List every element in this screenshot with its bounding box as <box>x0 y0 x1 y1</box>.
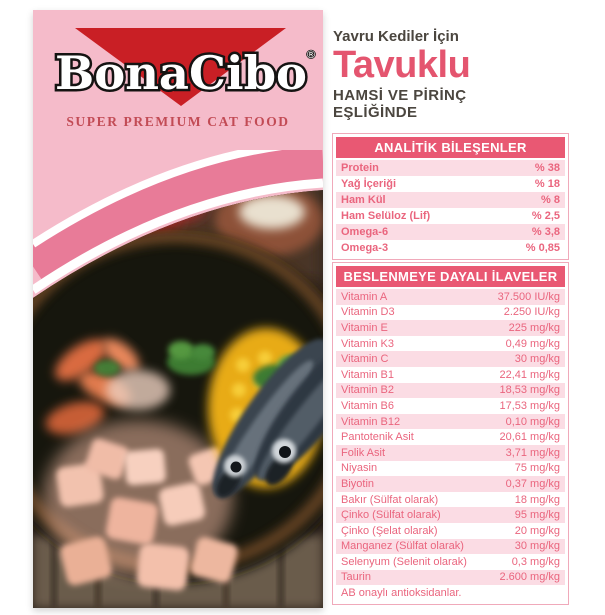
antioxidants-footnote: AB onaylı antioksidanlar. <box>336 585 565 601</box>
nutrient-value: 37.500 IU/kg <box>497 290 560 303</box>
nutrient-value: % 0,85 <box>525 242 560 254</box>
nutrient-value: 0,37 mg/kg <box>505 477 560 490</box>
food-photo <box>33 150 323 608</box>
nutrient-label: Omega-3 <box>341 242 389 254</box>
table-row <box>336 539 565 555</box>
nutrient-label: Protein <box>341 162 379 174</box>
table-row <box>336 523 565 539</box>
nutrient-label: Çinko (Sülfat olarak) <box>341 509 441 522</box>
nutrient-value: 3,71 mg/kg <box>505 446 560 459</box>
nutrient-label: Vitamin K3 <box>341 337 394 350</box>
nutrient-value: 20,61 mg/kg <box>499 431 560 444</box>
nutrient-label: Manganez (Sülfat olarak) <box>341 540 464 553</box>
additives-table-header: BESLENMEYE DAYALI İLAVELER <box>336 266 565 287</box>
package-front-panel <box>33 10 323 608</box>
registered-mark: ® <box>305 48 317 61</box>
table-row <box>336 554 565 570</box>
product-subtitle: Yavru Kediler İçin <box>333 28 459 45</box>
table-row <box>336 320 565 336</box>
table-row <box>336 445 565 461</box>
analytical-table-header: ANALİTİK BİLEŞENLER <box>336 137 565 158</box>
nutrient-label: Ham Kül <box>341 194 386 206</box>
nutrient-value: % 18 <box>534 178 560 190</box>
nutrient-value: 2.250 IU/kg <box>503 306 560 319</box>
nutrient-label: Vitamin B12 <box>341 415 401 428</box>
product-title-block <box>333 28 573 121</box>
table-row <box>336 367 565 383</box>
nutrient-label: Vitamin B6 <box>341 399 394 412</box>
nutrient-label: Yağ İçeriği <box>341 178 397 190</box>
product-descriptor-line2: EŞLİĞİNDE <box>333 104 418 121</box>
table-row <box>336 336 565 352</box>
nutrient-value: 2.600 mg/kg <box>499 571 560 584</box>
nutrient-value: % 2,5 <box>531 210 560 222</box>
nutrient-label: Pantotenik Asit <box>341 431 414 444</box>
table-row <box>336 176 565 192</box>
nutrient-label: Vitamin C <box>341 353 389 366</box>
analytical-rows <box>336 160 565 256</box>
nutrient-label: Çinko (Şelat olarak) <box>341 524 438 537</box>
nutrient-value: % 8 <box>541 194 560 206</box>
table-row <box>336 383 565 399</box>
nutrient-label: Folik Asit <box>341 446 386 459</box>
nutritional-additives-table <box>332 262 569 605</box>
nutrient-label: Selenyum (Selenit olarak) <box>341 555 467 568</box>
table-row <box>336 476 565 492</box>
nutrient-value: % 3,8 <box>531 226 560 238</box>
table-row <box>336 240 565 256</box>
table-row <box>336 224 565 240</box>
table-row <box>336 570 565 586</box>
table-row <box>336 208 565 224</box>
nutrient-value: % 38 <box>534 162 560 174</box>
nutrient-label: Taurin <box>341 571 371 584</box>
table-row <box>336 414 565 430</box>
brand-tagline: SUPER PREMIUM CAT FOOD <box>66 114 290 129</box>
nutrient-label: Biyotin <box>341 477 375 490</box>
table-row <box>336 461 565 477</box>
table-row <box>336 492 565 508</box>
nutrient-value: 30 mg/kg <box>514 353 560 366</box>
nutrient-value: 20 mg/kg <box>514 524 560 537</box>
nutrient-label: Niyasin <box>341 462 378 475</box>
nutrient-value: 18 mg/kg <box>514 493 560 506</box>
table-row <box>336 429 565 445</box>
additives-rows <box>336 289 565 585</box>
nutrient-label: Vitamin B2 <box>341 384 394 397</box>
table-row <box>336 160 565 176</box>
table-row <box>336 351 565 367</box>
nutrient-value: 0,3 mg/kg <box>511 555 560 568</box>
nutrient-label: Vitamin A <box>341 290 388 303</box>
nutrient-value: 0,10 mg/kg <box>505 415 560 428</box>
nutrient-value: 95 mg/kg <box>514 509 560 522</box>
nutrient-value: 18,53 mg/kg <box>499 384 560 397</box>
nutrient-value: 225 mg/kg <box>508 321 560 334</box>
nutrient-label: Vitamin B1 <box>341 368 394 381</box>
nutrient-value: 0,49 mg/kg <box>505 337 560 350</box>
nutrient-value: 22,41 mg/kg <box>499 368 560 381</box>
product-name: Tavuklu <box>333 44 471 86</box>
nutrient-value: 17,53 mg/kg <box>499 399 560 412</box>
nutrient-label: Omega-6 <box>341 226 389 238</box>
nutrient-label: Vitamin E <box>341 321 388 334</box>
nutrient-label: Vitamin D3 <box>341 306 395 319</box>
table-row <box>336 398 565 414</box>
nutrient-value: 75 mg/kg <box>514 462 560 475</box>
nutrient-label: Ham Selüloz (Lif) <box>341 210 431 222</box>
nutrient-value: 30 mg/kg <box>514 540 560 553</box>
table-row <box>336 192 565 208</box>
analytical-components-table <box>332 133 569 260</box>
logo-wordmark: BonaCibo <box>55 46 307 100</box>
table-row <box>336 289 565 305</box>
table-row <box>336 507 565 523</box>
nutrient-label: Bakır (Sülfat olarak) <box>341 493 439 506</box>
product-descriptor-line1: HAMSİ VE PİRİNÇ <box>333 87 467 104</box>
table-row <box>336 305 565 321</box>
